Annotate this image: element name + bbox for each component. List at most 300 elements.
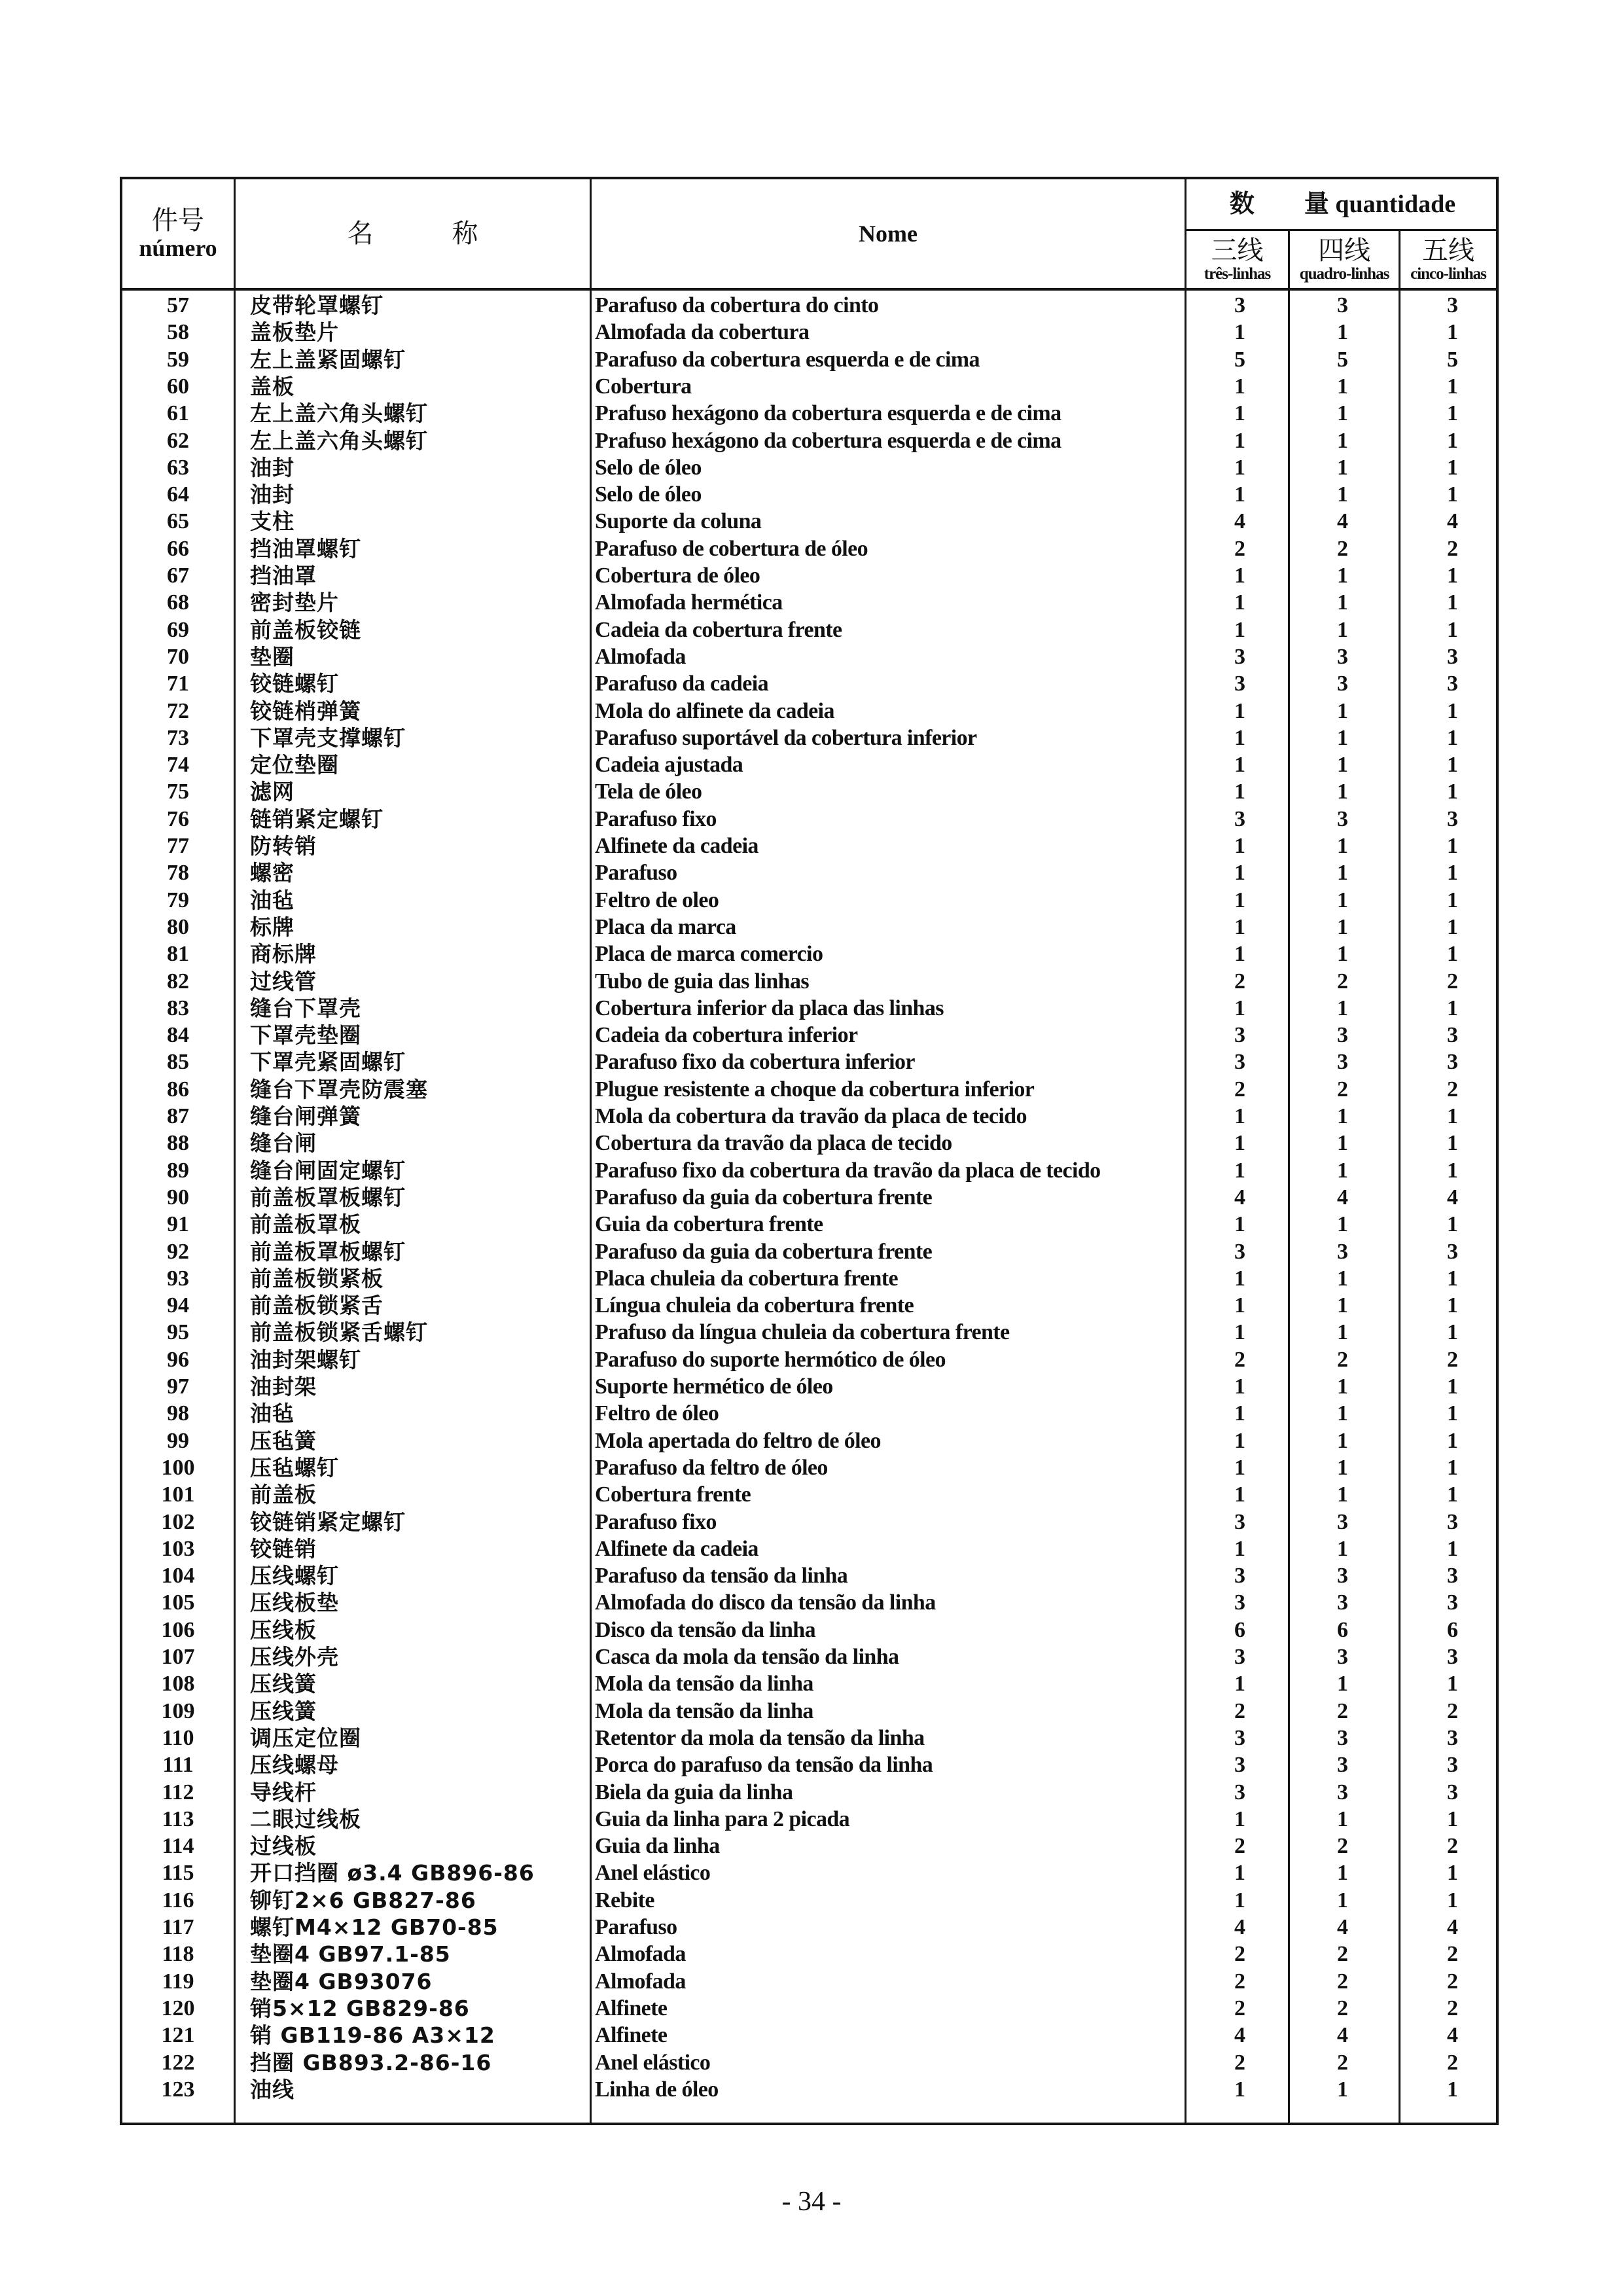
part-name-zh: 下罩壳支撑螺钉 <box>250 725 406 751</box>
part-name-pt: Parafuso fixo da cobertura inferior <box>595 1050 915 1075</box>
qty-four-lines: 1 <box>1337 753 1348 778</box>
header-five-zh: 五线 <box>1422 235 1474 265</box>
part-name-pt: Disco da tensão da linha <box>595 1617 816 1642</box>
part-name-pt: Suporte da coluna <box>595 509 762 534</box>
table-row <box>122 859 1496 886</box>
part-name-pt: Casca da mola da tensão da linha <box>595 1645 899 1669</box>
qty-three-lines: 1 <box>1234 617 1245 642</box>
header-five-lines <box>1400 231 1496 288</box>
part-number: 65 <box>167 509 189 534</box>
part-number: 67 <box>167 564 189 588</box>
qty-four-lines: 3 <box>1337 1645 1348 1669</box>
part-name-pt: Parafuso <box>595 1915 677 1939</box>
qty-three-lines: 3 <box>1234 644 1245 669</box>
qty-five-lines: 3 <box>1447 644 1458 669</box>
qty-four-lines: 4 <box>1337 1185 1348 1210</box>
table-row <box>122 1373 1496 1400</box>
part-name-pt: Mola da cobertura da travão da placa de tecido <box>595 1104 1027 1128</box>
part-name-zh: 过线板 <box>250 1833 317 1859</box>
part-name-zh: 链销紧定螺钉 <box>250 806 383 832</box>
qty-four-lines: 2 <box>1337 1347 1348 1372</box>
qty-four-lines: 1 <box>1337 1374 1348 1399</box>
qty-five-lines: 1 <box>1447 1888 1458 1912</box>
qty-three-lines: 1 <box>1234 1806 1245 1831</box>
part-name-pt: Almofada <box>595 1969 686 1994</box>
qty-four-lines: 2 <box>1337 536 1348 561</box>
part-name-zh: 螺密 <box>250 860 294 886</box>
qty-three-lines: 3 <box>1234 1050 1245 1075</box>
part-name-zh: 前盖板罩板 <box>250 1211 361 1238</box>
qty-four-lines: 1 <box>1337 617 1348 642</box>
table-row <box>122 1022 1496 1049</box>
qty-four-lines: 1 <box>1337 1806 1348 1831</box>
qty-four-lines: 4 <box>1337 509 1348 534</box>
qty-five-lines: 3 <box>1447 1590 1458 1615</box>
part-name-pt: Língua chuleia da cobertura frente <box>595 1293 914 1318</box>
qty-five-lines: 2 <box>1447 1077 1458 1102</box>
part-name-zh: 缝台下罩壳 <box>250 995 361 1021</box>
qty-four-lines: 1 <box>1337 1158 1348 1183</box>
qty-three-lines: 1 <box>1234 1131 1245 1156</box>
qty-five-lines: 3 <box>1447 806 1458 831</box>
header-four-zh: 四线 <box>1318 235 1370 265</box>
part-name-pt: Guia da linha para 2 picada <box>595 1806 850 1831</box>
qty-five-lines: 4 <box>1447 1185 1458 1210</box>
part-name-zh: 铰链销紧定螺钉 <box>250 1509 406 1535</box>
qty-four-lines: 1 <box>1337 698 1348 723</box>
qty-three-lines: 3 <box>1234 1753 1245 1778</box>
part-number: 77 <box>167 834 189 858</box>
part-name-pt: Selo de óleo <box>595 482 702 507</box>
part-name-zh: 垫圈4 GB97.1-85 <box>250 1941 451 1967</box>
part-name-pt: Alfinete <box>595 1996 668 2020</box>
qty-three-lines: 1 <box>1234 1888 1245 1912</box>
table-row <box>122 643 1496 670</box>
table-row <box>122 1319 1496 1346</box>
part-number: 91 <box>167 1212 189 1237</box>
qty-five-lines: 1 <box>1447 888 1458 912</box>
qty-three-lines: 4 <box>1234 509 1245 534</box>
qty-five-lines: 3 <box>1447 1780 1458 1804</box>
table-row <box>122 1292 1496 1319</box>
qty-five-lines: 1 <box>1447 914 1458 939</box>
qty-five-lines: 1 <box>1447 374 1458 399</box>
qty-three-lines: 2 <box>1234 1698 1245 1723</box>
qty-three-lines: 2 <box>1234 1969 1245 1994</box>
part-number: 120 <box>161 1996 195 2020</box>
table-row <box>122 995 1496 1022</box>
qty-three-lines: 2 <box>1234 969 1245 994</box>
part-name-zh: 压线螺钉 <box>250 1563 339 1589</box>
part-name-pt: Alfinete da cadeia <box>595 1536 758 1561</box>
table-row <box>122 346 1496 373</box>
qty-three-lines: 1 <box>1234 888 1245 912</box>
qty-five-lines: 1 <box>1447 834 1458 858</box>
part-number: 93 <box>167 1266 189 1291</box>
table-row <box>122 400 1496 427</box>
qty-four-lines: 1 <box>1337 780 1348 804</box>
part-name-pt: Feltro de óleo <box>595 1401 719 1426</box>
table-row <box>122 2049 1496 2076</box>
header-bottom-rule <box>122 288 1496 291</box>
part-name-pt: Anel elástico <box>595 2050 711 2075</box>
part-number: 74 <box>167 753 189 778</box>
part-number: 92 <box>167 1239 189 1264</box>
table-row <box>122 1509 1496 1535</box>
qty-three-lines: 1 <box>1234 914 1245 939</box>
header-four-pt: quadro-linhas <box>1299 264 1389 283</box>
qty-four-lines: 1 <box>1337 1861 1348 1886</box>
part-number: 99 <box>167 1428 189 1453</box>
part-name-zh: 前盖板铰链 <box>250 617 361 643</box>
part-name-pt: Parafuso da feltro de óleo <box>595 1455 828 1480</box>
qty-five-lines: 1 <box>1447 2077 1458 2102</box>
qty-four-lines: 1 <box>1337 1293 1348 1318</box>
part-name-zh: 前盖板 <box>250 1482 317 1508</box>
part-name-zh: 开口挡圈 ø3.4 GB896-86 <box>250 1860 535 1886</box>
qty-five-lines: 1 <box>1447 1861 1458 1886</box>
part-name-pt: Mola do alfinete da cadeia <box>595 698 834 723</box>
table-row <box>122 1103 1496 1130</box>
part-number: 86 <box>167 1077 189 1102</box>
qty-four-lines: 6 <box>1337 1617 1348 1642</box>
part-number: 84 <box>167 1023 189 1048</box>
qty-five-lines: 3 <box>1447 1725 1458 1750</box>
part-name-pt: Rebite <box>595 1888 654 1912</box>
qty-four-lines: 1 <box>1337 455 1348 480</box>
part-name-zh: 滤网 <box>250 779 294 805</box>
part-number: 78 <box>167 861 189 886</box>
part-name-pt: Cadeia ajustada <box>595 753 743 778</box>
part-name-zh: 左上盖六角头螺钉 <box>250 401 428 427</box>
part-name-zh: 前盖板罩板螺钉 <box>250 1238 406 1265</box>
part-number: 90 <box>167 1185 189 1210</box>
part-name-zh: 压毡螺钉 <box>250 1454 339 1480</box>
part-name-pt: Almofada <box>595 644 686 669</box>
qty-three-lines: 1 <box>1234 698 1245 723</box>
part-number: 121 <box>161 2023 195 2048</box>
qty-three-lines: 3 <box>1234 1725 1245 1750</box>
qty-four-lines: 3 <box>1337 1780 1348 1804</box>
part-number: 57 <box>167 293 189 317</box>
qty-four-lines: 2 <box>1337 1969 1348 1994</box>
part-name-zh: 铰链螺钉 <box>250 671 339 697</box>
qty-three-lines: 1 <box>1234 1401 1245 1426</box>
qty-five-lines: 1 <box>1447 1158 1458 1183</box>
qty-five-lines: 1 <box>1447 1806 1458 1831</box>
qty-three-lines: 1 <box>1234 1482 1245 1507</box>
qty-three-lines: 1 <box>1234 1212 1245 1237</box>
qty-five-lines: 1 <box>1447 942 1458 967</box>
part-name-zh: 压线螺母 <box>250 1752 339 1778</box>
part-number: 105 <box>161 1590 195 1615</box>
qty-five-lines: 1 <box>1447 1293 1458 1318</box>
qty-three-lines: 1 <box>1234 320 1245 345</box>
qty-three-lines: 5 <box>1234 347 1245 372</box>
table-row <box>122 454 1496 481</box>
part-number: 60 <box>167 374 189 399</box>
qty-four-lines: 1 <box>1337 1212 1348 1237</box>
qty-five-lines: 1 <box>1447 1428 1458 1453</box>
part-name-pt: Cadeia da cobertura inferior <box>595 1023 858 1048</box>
qty-five-lines: 1 <box>1447 1536 1458 1561</box>
part-name-zh: 压线簧 <box>250 1671 317 1697</box>
part-number: 111 <box>162 1753 194 1778</box>
qty-four-lines: 1 <box>1337 888 1348 912</box>
qty-three-lines: 1 <box>1234 1536 1245 1561</box>
part-name-pt: Alfinete <box>595 2023 668 2048</box>
table-row <box>122 319 1496 346</box>
qty-four-lines: 3 <box>1337 806 1348 831</box>
part-number: 94 <box>167 1293 189 1318</box>
part-name-zh: 前盖板锁紧板 <box>250 1265 383 1291</box>
part-name-pt: Suporte hermético de óleo <box>595 1374 833 1399</box>
part-name-zh: 销5×12 GB829-86 <box>250 1995 470 2021</box>
table-row <box>122 373 1496 400</box>
qty-five-lines: 3 <box>1447 672 1458 696</box>
part-name-zh: 油线 <box>250 2076 294 2102</box>
table-row <box>122 1265 1496 1292</box>
part-number: 107 <box>161 1645 195 1669</box>
part-number: 81 <box>167 942 189 967</box>
qty-five-lines: 1 <box>1447 617 1458 642</box>
qty-five-lines: 2 <box>1447 1347 1458 1372</box>
part-name-zh: 油封 <box>250 454 294 480</box>
part-number: 113 <box>162 1806 194 1831</box>
qty-five-lines: 1 <box>1447 428 1458 453</box>
part-name-zh: 调压定位圈 <box>250 1725 361 1751</box>
table-row <box>122 1670 1496 1697</box>
qty-five-lines: 1 <box>1447 1104 1458 1128</box>
part-name-pt: Parafuso da tensão da linha <box>595 1564 848 1588</box>
qty-three-lines: 1 <box>1234 1293 1245 1318</box>
part-name-zh: 缝台闸 <box>250 1130 317 1157</box>
qty-four-lines: 1 <box>1337 428 1348 453</box>
part-number: 72 <box>167 698 189 723</box>
part-name-zh: 铰链销 <box>250 1535 317 1562</box>
qty-four-lines: 2 <box>1337 969 1348 994</box>
part-name-pt: Linha de óleo <box>595 2077 719 2102</box>
header-quantity-label: 数 量 quantidade <box>1229 190 1456 218</box>
qty-three-lines: 2 <box>1234 1347 1245 1372</box>
part-name-pt: Almofada hermética <box>595 590 783 615</box>
qty-five-lines: 3 <box>1447 1645 1458 1669</box>
part-name-pt: Parafuso fixo da cobertura da travão da placa de tecido <box>595 1158 1101 1183</box>
qty-three-lines: 3 <box>1234 1239 1245 1264</box>
part-name-zh: 下罩壳垫圈 <box>250 1022 361 1049</box>
table-row <box>122 698 1496 725</box>
qty-four-lines: 1 <box>1337 725 1348 750</box>
part-number: 117 <box>162 1915 194 1939</box>
part-name-pt: Retentor da mola da tensão da linha <box>595 1725 925 1750</box>
part-name-zh: 防转销 <box>250 833 317 859</box>
part-number: 83 <box>167 996 189 1020</box>
part-number: 79 <box>167 888 189 912</box>
part-name-zh: 左上盖紧固螺钉 <box>250 346 406 372</box>
part-name-zh: 垫圈4 GB93076 <box>250 1968 433 1994</box>
part-name-zh: 销 GB119-86 A3×12 <box>250 2022 495 2049</box>
qty-three-lines: 1 <box>1234 1104 1245 1128</box>
part-number: 110 <box>162 1725 194 1750</box>
qty-five-lines: 2 <box>1447 969 1458 994</box>
qty-three-lines: 4 <box>1234 1915 1245 1939</box>
qty-five-lines: 2 <box>1447 1942 1458 1967</box>
qty-five-lines: 3 <box>1447 1753 1458 1778</box>
qty-four-lines: 1 <box>1337 590 1348 615</box>
part-name-zh: 油封架螺钉 <box>250 1346 361 1372</box>
part-number: 75 <box>167 780 189 804</box>
part-number: 58 <box>167 320 189 345</box>
table-row <box>122 725 1496 751</box>
table-row <box>122 1859 1496 1886</box>
part-name-zh: 左上盖六角头螺钉 <box>250 427 428 454</box>
qty-four-lines: 1 <box>1337 320 1348 345</box>
qty-three-lines: 1 <box>1234 1320 1245 1345</box>
table-row <box>122 1049 1496 1075</box>
part-name-pt: Biela da guia da linha <box>595 1780 793 1804</box>
qty-five-lines: 4 <box>1447 2023 1458 2048</box>
qty-four-lines: 1 <box>1337 564 1348 588</box>
part-name-pt: Parafuso da cobertura do cinto <box>595 293 879 317</box>
part-name-zh: 压线板垫 <box>250 1590 339 1616</box>
part-name-zh: 下罩壳紧固螺钉 <box>250 1049 406 1075</box>
table-row <box>122 751 1496 778</box>
part-number: 97 <box>167 1374 189 1399</box>
table-row <box>122 2022 1496 2049</box>
qty-three-lines: 2 <box>1234 2050 1245 2075</box>
qty-five-lines: 1 <box>1447 1401 1458 1426</box>
parts-table <box>120 177 1499 2125</box>
qty-five-lines: 1 <box>1447 564 1458 588</box>
table-row <box>122 1887 1496 1914</box>
part-number: 70 <box>167 644 189 669</box>
qty-three-lines: 4 <box>1234 2023 1245 2048</box>
part-number: 119 <box>162 1969 194 1994</box>
qty-three-lines: 1 <box>1234 2077 1245 2102</box>
part-number: 98 <box>167 1401 189 1426</box>
part-number: 64 <box>167 482 189 507</box>
qty-three-lines: 1 <box>1234 455 1245 480</box>
part-number: 103 <box>161 1536 195 1561</box>
qty-three-lines: 1 <box>1234 482 1245 507</box>
qty-four-lines: 4 <box>1337 1915 1348 1939</box>
part-number: 59 <box>167 347 189 372</box>
part-name-pt: Selo de óleo <box>595 455 702 480</box>
qty-five-lines: 4 <box>1447 1915 1458 1939</box>
qty-five-lines: 1 <box>1447 401 1458 426</box>
part-name-pt: Parafuso fixo <box>595 1509 717 1534</box>
qty-five-lines: 3 <box>1447 1023 1458 1048</box>
qty-three-lines: 1 <box>1234 1266 1245 1291</box>
part-name-zh: 密封垫片 <box>250 590 339 616</box>
qty-three-lines: 1 <box>1234 942 1245 967</box>
part-number: 101 <box>161 1482 195 1507</box>
qty-three-lines: 3 <box>1234 1509 1245 1534</box>
qty-three-lines: 1 <box>1234 401 1245 426</box>
qty-four-lines: 1 <box>1337 1428 1348 1453</box>
part-name-pt: Plugue resistente a choque da cobertura inferior <box>595 1077 1035 1102</box>
qty-five-lines: 1 <box>1447 996 1458 1020</box>
part-name-pt: Almofada do disco da tensão da linha <box>595 1590 936 1615</box>
part-name-zh: 油封架 <box>250 1374 317 1399</box>
table-row <box>122 1346 1496 1373</box>
qty-three-lines: 3 <box>1234 1590 1245 1615</box>
qty-four-lines: 3 <box>1337 1509 1348 1534</box>
table-row <box>122 914 1496 941</box>
part-number: 89 <box>167 1158 189 1183</box>
part-name-zh: 油毡 <box>250 1401 294 1427</box>
part-name-zh: 支柱 <box>250 509 294 535</box>
part-name-zh: 过线管 <box>250 968 317 994</box>
table-row <box>122 1400 1496 1427</box>
table-row <box>122 1481 1496 1508</box>
qty-four-lines: 1 <box>1337 401 1348 426</box>
table-row <box>122 1076 1496 1103</box>
table-row <box>122 1806 1496 1833</box>
qty-four-lines: 4 <box>1337 2023 1348 2048</box>
qty-four-lines: 1 <box>1337 1401 1348 1426</box>
table-row <box>122 1157 1496 1184</box>
part-number: 108 <box>161 1672 195 1696</box>
qty-three-lines: 2 <box>1234 1942 1245 1967</box>
table-row <box>122 1779 1496 1806</box>
part-name-pt: Parafuso de cobertura de óleo <box>595 536 868 561</box>
table-row <box>122 617 1496 643</box>
qty-three-lines: 3 <box>1234 293 1245 317</box>
qty-four-lines: 2 <box>1337 1834 1348 1859</box>
header-name-zh-label: 名 称 <box>347 219 478 248</box>
part-number: 80 <box>167 914 189 939</box>
table-row <box>122 292 1496 319</box>
qty-three-lines: 6 <box>1234 1617 1245 1642</box>
table-row <box>122 2076 1496 2103</box>
header-three-pt: três-linhas <box>1204 264 1271 283</box>
qty-four-lines: 3 <box>1337 293 1348 317</box>
table-row <box>122 941 1496 967</box>
qty-three-lines: 3 <box>1234 1780 1245 1804</box>
qty-three-lines: 2 <box>1234 1077 1245 1102</box>
table-row <box>122 1617 1496 1643</box>
part-name-pt: Prafuso da língua chuleia da cobertura frente <box>595 1320 1010 1345</box>
table-row <box>122 1995 1496 2022</box>
qty-five-lines: 1 <box>1447 1212 1458 1237</box>
qty-five-lines: 6 <box>1447 1617 1458 1642</box>
qty-four-lines: 5 <box>1337 347 1348 372</box>
header-name-zh <box>236 179 590 288</box>
table-row <box>122 1454 1496 1481</box>
part-name-zh: 缝台闸弹簧 <box>250 1103 361 1129</box>
qty-four-lines: 1 <box>1337 2077 1348 2102</box>
table-row <box>122 1535 1496 1562</box>
part-name-pt: Parafuso da cobertura esquerda e de cima <box>595 347 980 372</box>
table-row <box>122 968 1496 995</box>
qty-five-lines: 1 <box>1447 482 1458 507</box>
qty-five-lines: 3 <box>1447 1239 1458 1264</box>
part-name-zh: 油封 <box>250 482 294 508</box>
part-name-pt: Cadeia da cobertura frente <box>595 617 842 642</box>
part-name-pt: Tela de óleo <box>595 780 702 804</box>
qty-five-lines: 2 <box>1447 1698 1458 1723</box>
part-number: 61 <box>167 401 189 426</box>
qty-five-lines: 3 <box>1447 1050 1458 1075</box>
part-name-zh: 前盖板罩板螺钉 <box>250 1184 406 1210</box>
qty-three-lines: 1 <box>1234 428 1245 453</box>
table-row <box>122 1238 1496 1265</box>
part-name-pt: Mola apertada do feltro de óleo <box>595 1428 881 1453</box>
part-name-pt: Guia da linha <box>595 1834 720 1859</box>
table-row <box>122 508 1496 535</box>
part-number: 112 <box>162 1780 194 1804</box>
